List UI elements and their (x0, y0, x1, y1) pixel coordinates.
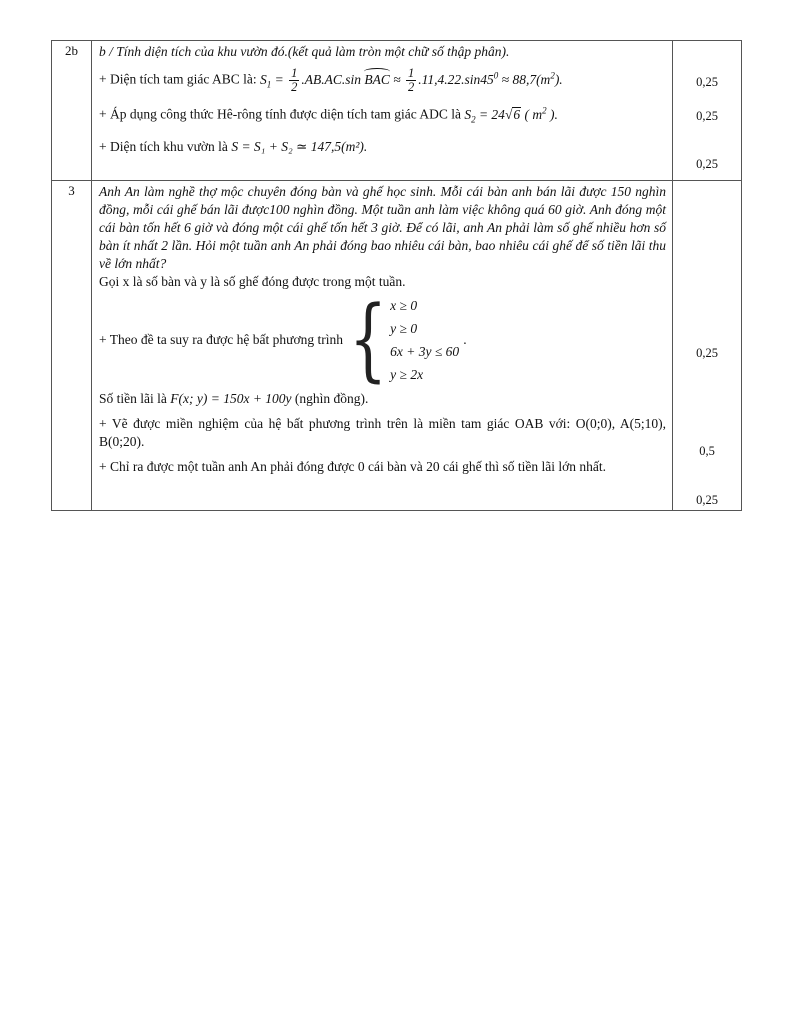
abc-label: + Diện tích tam giác ABC là: (99, 71, 257, 87)
question-text: b / Tính diện tích của khu vườn đó.(kết quả làm tròn một chữ số thập phân). (99, 44, 510, 59)
table-row-3 (52, 181, 742, 511)
conclusion-text: + Chỉ ra được một tuần anh An phải đóng được 0 cái bàn và 20 cái ghế thì số tiền lãi lớn nhất. (99, 458, 607, 474)
score: 0,25 (696, 75, 718, 89)
inequality-system (343, 287, 460, 393)
score: 0,25 (696, 493, 718, 507)
profit-line (99, 390, 666, 409)
answer-content (92, 41, 673, 181)
system-label: + Theo đề ta suy ra được hệ bất phương trình (99, 331, 343, 347)
question-text: Anh An làm nghề thợ mộc chuyên đóng bàn và ghế học sinh. Mỗi cái bàn anh bán lãi được 150 nghìn đồng, mỗi cái ghế bán lãi được100 nghìn đồng. Một tuần anh làm việc không quá 60 giờ. Anh đóng một cái bàn tốn hết 6 giờ và đóng một cái ghế tốn hết 3 giờ. Để có lãi, anh An phải làm số ghế nhiều hơn số bàn ít nhất 2 lần. Hỏi một tuần anh An phải đóng bao nhiêu cái bàn, bao nhiêu cái ghế để số tiền lãi thu về lớn nhất? (99, 184, 666, 272)
score-column (673, 181, 742, 511)
inequality: x ≥ 0 (390, 298, 418, 314)
brace-icon: { (348, 287, 388, 393)
inequality: y ≥ 2x (390, 367, 424, 383)
total-formula: S = S₁ + S₂ ≃ 147,5(m²). (231, 138, 368, 154)
inequality: y ≥ 0 (390, 321, 418, 337)
score: 0,25 (696, 157, 718, 171)
score-column (673, 41, 742, 181)
score: 0,5 (699, 444, 715, 458)
formula-line-abc (99, 67, 666, 94)
intro-text: Gọi x là số bàn và y là số ghế đóng được trong một tuần. (99, 274, 406, 290)
inequality: 6x + 3y ≤ 60 (390, 344, 460, 360)
question-number: 3 (52, 181, 92, 511)
question-number: 2b (52, 41, 92, 181)
answer-content (92, 181, 673, 511)
score: 0,25 (696, 109, 718, 123)
region-text: + Vẽ được miền nghiệm của hệ bất phương trình trên là miền tam giác OAB với: O(0;0), A(5;10), B(0;20). (99, 415, 666, 450)
profit-formula: F(x; y) = 150x + 100y (170, 391, 292, 407)
profit-label: Số tiền lãi là (99, 391, 167, 407)
table-row-2b (52, 41, 742, 181)
abc-formula: $S_1$ = $\frac{1}{2}$ .AB.AC.sin BAC ≈ $\frac{1}{2}$ $.11,4.22.\sin 45^0 \approx 88,7(m^2)$. (259, 66, 563, 95)
profit-unit: (nghìn đồng). (294, 391, 369, 407)
adc-label: + Áp dụng công thức Hê-rông tính được diện tích tam giác ADC là (99, 106, 461, 122)
adc-formula: $S_2 = 24√6$ ( $m^2$ ). (464, 105, 558, 125)
answer-table (51, 40, 742, 511)
formula-line-adc (99, 104, 666, 126)
inequality-system-line: + Theo đề ta suy ra được hệ bất phương trình { x ≥ 0 y ≥ 0 6x + 3y ≤ 60 y ≥ 2x . (99, 287, 467, 393)
formula-line-total (99, 138, 666, 157)
score: 0,25 (696, 346, 718, 360)
total-label: + Diện tích khu vườn là (99, 138, 228, 154)
